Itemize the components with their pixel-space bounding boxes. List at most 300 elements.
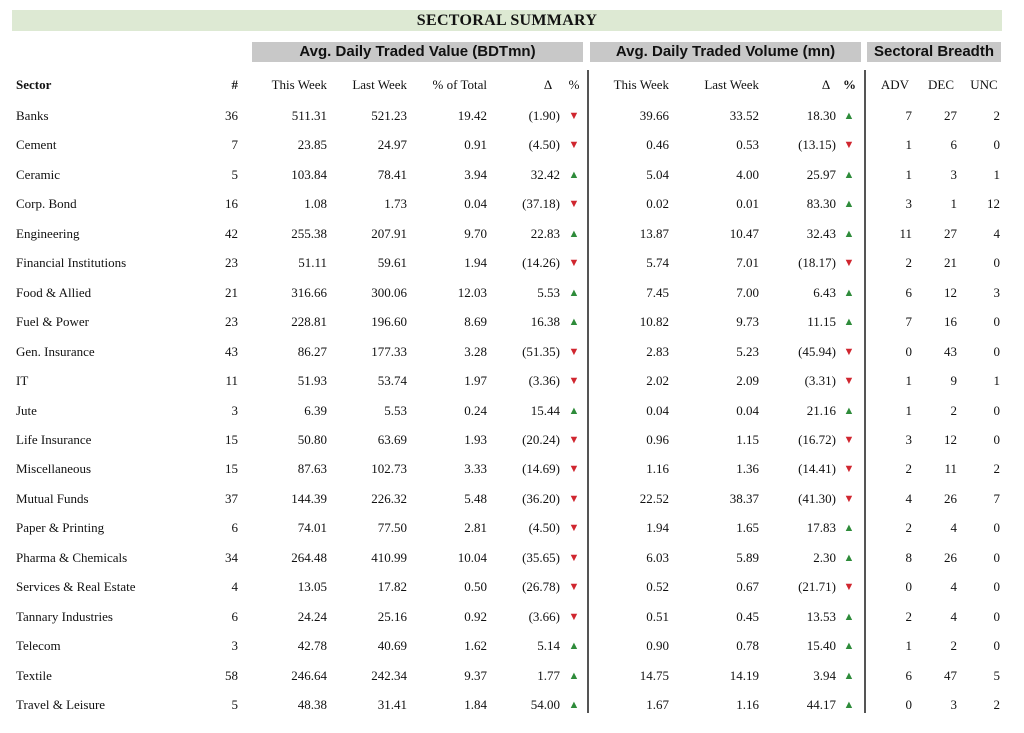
cell-volume-last-week: 0.53 [736,137,759,153]
cell-volume-this-week: 0.52 [646,579,669,595]
cell-volume-change: (45.94) [798,343,836,359]
table-row [0,400,1024,422]
cell-pct-of-total: 1.84 [464,697,487,712]
cell-pct-of-total: 9.37 [464,667,487,683]
cell-value-last-week: 63.69 [377,431,407,447]
cell-value-change: (4.50) [528,520,560,536]
cell-dec: 2 [950,638,957,654]
cell-sector: Food & Allied [16,284,92,300]
cell-unc: 1 [993,373,1000,389]
cell-value-change: (14.26) [522,255,560,271]
table-row [0,458,1024,480]
cell-value-change: 1.77 [537,667,560,683]
triangle-down-icon: ▼ [843,581,855,594]
cell-value-last-week: 102.73 [371,461,407,477]
cell-volume-this-week: 0.04 [646,402,669,418]
cell-sector: Mutual Funds [16,490,89,506]
cell-volume-last-week: 10.47 [729,225,759,241]
cell-value-change: 16.38 [530,314,560,330]
cell-dec: 16 [944,314,957,330]
triangle-down-icon: ▼ [568,610,580,623]
cell-pct-of-total: 1.94 [464,255,487,271]
cell-dec: 1 [950,196,957,212]
cell-sector: Services & Real Estate [16,579,136,595]
cell-volume-this-week: 5.74 [646,255,669,271]
header-unc: UNC [970,77,998,92]
cell-volume-last-week: 0.04 [736,402,759,418]
cell-volume-change: 44.17 [806,697,836,712]
cell-unc: 2 [993,108,1000,123]
triangle-down-icon: ▼ [843,463,855,476]
cell-adv: 1 [905,638,912,654]
header-vol-pct: % [843,77,856,92]
triangle-down-icon: ▼ [568,433,580,446]
triangle-up-icon: ▲ [843,227,855,240]
triangle-down-icon: ▼ [568,198,580,211]
cell-volume-change: (41.30) [798,490,836,506]
cell-count: 3 [231,402,238,418]
cell-value-change: (26.78) [522,579,560,595]
cell-dec: 4 [950,520,957,536]
cell-volume-last-week: 1.16 [736,697,759,712]
cell-adv: 3 [905,196,912,212]
cell-unc: 0 [993,549,1000,565]
cell-count: 6 [231,608,238,624]
cell-volume-last-week: 4.00 [736,166,759,182]
cell-volume-change: (21.71) [798,579,836,595]
cell-sector: Cement [16,137,57,153]
cell-adv: 6 [905,667,912,683]
cell-adv: 7 [905,108,912,123]
table-row [0,164,1024,186]
cell-unc: 0 [993,137,1000,153]
cell-dec: 12 [944,284,957,300]
cell-dec: 3 [950,166,957,182]
cell-volume-this-week: 1.94 [646,520,669,536]
cell-adv: 11 [899,225,912,241]
cell-sector: Textile [16,667,52,683]
page-title: SECTORAL SUMMARY [12,10,1002,31]
cell-count: 23 [225,314,238,330]
triangle-down-icon: ▼ [568,257,580,270]
cell-volume-change: 25.97 [806,166,836,182]
cell-pct-of-total: 0.24 [464,402,487,418]
triangle-up-icon: ▲ [843,168,855,181]
cell-volume-last-week: 9.73 [736,314,759,330]
cell-volume-this-week: 0.02 [646,196,669,212]
triangle-down-icon: ▼ [843,257,855,270]
cell-unc: 1 [993,166,1000,182]
cell-unc: 0 [993,520,1000,536]
header-vol-last-week: Last Week [704,77,759,92]
cell-value-this-week: 50.80 [297,431,327,447]
cell-dec: 2 [950,402,957,418]
cell-volume-change: 3.94 [813,667,836,683]
triangle-up-icon: ▲ [568,640,580,653]
triangle-up-icon: ▲ [843,198,855,211]
cell-volume-this-week: 0.96 [646,431,669,447]
table-row [0,193,1024,215]
cell-value-this-week: 23.85 [297,137,327,153]
cell-pct-of-total: 1.62 [464,638,487,654]
cell-volume-this-week: 0.46 [646,137,669,153]
cell-dec: 11 [944,461,957,477]
cell-value-last-week: 242.34 [371,667,407,683]
cell-volume-last-week: 38.37 [729,490,759,506]
cell-value-last-week: 1.73 [384,196,407,212]
cell-count: 21 [225,284,238,300]
cell-sector: Telecom [16,638,61,654]
triangle-down-icon: ▼ [843,492,855,505]
cell-sector: Ceramic [16,166,61,182]
cell-dec: 43 [944,343,957,359]
cell-pct-of-total: 2.81 [464,520,487,536]
triangle-up-icon: ▲ [568,168,580,181]
header-dec: DEC [928,77,954,92]
cell-count: 58 [225,667,238,683]
group-header-traded-volume: Avg. Daily Traded Volume (mn) [590,42,861,62]
cell-value-change: 32.42 [530,166,560,182]
table-row [0,370,1024,392]
cell-volume-change: 13.53 [806,608,836,624]
cell-count: 6 [231,520,238,536]
cell-volume-this-week: 5.04 [646,166,669,182]
cell-adv: 1 [905,166,912,182]
table-row [0,576,1024,598]
cell-value-this-week: 87.63 [297,461,327,477]
cell-value-last-week: 31.41 [377,697,407,712]
cell-count: 42 [225,225,238,241]
cell-dec: 27 [944,225,957,241]
cell-volume-this-week: 22.52 [639,490,669,506]
cell-volume-last-week: 0.78 [736,638,759,654]
cell-value-change: 5.53 [537,284,560,300]
triangle-up-icon: ▲ [843,286,855,299]
cell-count: 16 [225,196,238,212]
triangle-up-icon: ▲ [843,551,855,564]
triangle-up-icon: ▲ [843,316,855,329]
triangle-up-icon: ▲ [843,669,855,682]
cell-adv: 8 [905,549,912,565]
cell-volume-last-week: 5.89 [736,549,759,565]
cell-unc: 3 [993,284,1000,300]
cell-value-last-week: 521.23 [371,108,407,123]
cell-value-this-week: 13.05 [297,579,327,595]
cell-unc: 7 [993,490,1000,506]
cell-volume-last-week: 0.01 [736,196,759,212]
cell-adv: 2 [905,520,912,536]
cell-value-last-week: 410.99 [371,549,407,565]
cell-sector: Travel & Leisure [16,697,106,712]
cell-dec: 4 [950,608,957,624]
cell-value-last-week: 25.16 [377,608,407,624]
cell-sector: Engineering [16,225,80,241]
cell-value-change: (35.65) [522,549,560,565]
triangle-up-icon: ▲ [568,227,580,240]
triangle-down-icon: ▼ [568,551,580,564]
cell-value-change: (20.24) [522,431,560,447]
triangle-down-icon: ▼ [568,492,580,505]
triangle-down-icon: ▼ [843,139,855,152]
cell-sector: Tannary Industries [16,608,113,624]
triangle-up-icon: ▲ [843,110,855,122]
cell-volume-this-week: 2.02 [646,373,669,389]
cell-value-last-week: 77.50 [377,520,407,536]
cell-volume-change: (3.31) [804,373,836,389]
triangle-up-icon: ▲ [568,699,580,711]
cell-sector: Paper & Printing [16,520,105,536]
cell-volume-last-week: 1.65 [736,520,759,536]
cell-count: 37 [225,490,238,506]
triangle-down-icon: ▼ [568,463,580,476]
cell-count: 5 [231,166,238,182]
cell-value-this-week: 316.66 [291,284,327,300]
triangle-up-icon: ▲ [843,610,855,623]
cell-value-this-week: 48.38 [297,697,327,712]
cell-unc: 12 [987,196,1000,212]
cell-pct-of-total: 19.42 [457,108,487,123]
cell-adv: 1 [905,137,912,153]
cell-volume-change: 6.43 [813,284,836,300]
cell-adv: 6 [905,284,912,300]
cell-unc: 0 [993,402,1000,418]
triangle-up-icon: ▲ [843,522,855,535]
cell-volume-this-week: 1.16 [646,461,669,477]
header-delta: Δ [543,77,553,92]
cell-volume-last-week: 14.19 [729,667,759,683]
cell-value-this-week: 511.31 [291,108,327,123]
cell-value-last-week: 17.82 [377,579,407,595]
triangle-up-icon: ▲ [568,404,580,417]
cell-volume-this-week: 13.87 [639,225,669,241]
cell-volume-last-week: 1.36 [736,461,759,477]
cell-dec: 26 [944,490,957,506]
cell-adv: 3 [905,431,912,447]
cell-value-this-week: 246.64 [291,667,327,683]
group-header-traded-value: Avg. Daily Traded Value (BDTmn) [252,42,583,62]
cell-count: 15 [225,461,238,477]
cell-value-this-week: 144.39 [291,490,327,506]
cell-pct-of-total: 9.70 [464,225,487,241]
triangle-down-icon: ▼ [568,110,580,122]
cell-value-this-week: 6.39 [304,402,327,418]
header-sector: Sector [16,77,52,92]
cell-pct-of-total: 0.92 [464,608,487,624]
cell-volume-this-week: 2.83 [646,343,669,359]
table-row [0,665,1024,687]
cell-count: 7 [231,137,238,153]
triangle-up-icon: ▲ [843,404,855,417]
cell-sector: Financial Institutions [16,255,127,271]
cell-volume-change: 32.43 [806,225,836,241]
cell-sector: Jute [16,402,37,418]
cell-unc: 0 [993,314,1000,330]
cell-unc: 0 [993,343,1000,359]
cell-dec: 3 [950,697,957,712]
cell-volume-this-week: 14.75 [639,667,669,683]
cell-count: 36 [225,108,238,123]
cell-value-last-week: 177.33 [371,343,407,359]
cell-value-last-week: 78.41 [377,166,407,182]
cell-unc: 2 [993,697,1000,712]
table-row [0,282,1024,304]
cell-value-change: (3.36) [528,373,560,389]
header-adv: ADV [880,77,910,92]
triangle-down-icon: ▼ [843,433,855,446]
cell-value-last-week: 5.53 [384,402,407,418]
cell-sector: Fuel & Power [16,314,89,330]
table-row [0,311,1024,333]
table-row [0,488,1024,510]
triangle-up-icon: ▲ [568,316,580,329]
triangle-up-icon: ▲ [568,669,580,682]
header-vol-delta: Δ [821,77,831,92]
cell-dec: 21 [944,255,957,271]
cell-pct-of-total: 0.91 [464,137,487,153]
cell-count: 34 [225,549,238,565]
cell-value-change: 15.44 [530,402,560,418]
cell-sector: Life Insurance [16,431,92,447]
cell-value-last-week: 53.74 [377,373,407,389]
cell-value-this-week: 42.78 [297,638,327,654]
cell-count: 4 [231,579,238,595]
cell-value-last-week: 226.32 [371,490,407,506]
cell-pct-of-total: 12.03 [457,284,487,300]
cell-value-change: (3.66) [528,608,560,624]
triangle-down-icon: ▼ [568,522,580,535]
cell-sector: IT [16,373,29,389]
cell-adv: 0 [905,697,912,712]
cell-unc: 0 [993,431,1000,447]
cell-value-last-week: 196.60 [371,314,407,330]
triangle-up-icon: ▲ [843,640,855,653]
triangle-down-icon: ▼ [568,139,580,152]
cell-volume-change: 17.83 [806,520,836,536]
cell-volume-this-week: 6.03 [646,549,669,565]
triangle-up-icon: ▲ [568,286,580,299]
cell-count: 5 [231,697,238,712]
cell-pct-of-total: 3.33 [464,461,487,477]
cell-volume-last-week: 33.52 [729,108,759,123]
cell-adv: 1 [905,402,912,418]
header-count: # [231,77,238,92]
cell-unc: 0 [993,255,1000,271]
cell-volume-last-week: 7.00 [736,284,759,300]
cell-sector: Gen. Insurance [16,343,95,359]
table-row [0,694,1024,716]
cell-value-change: (14.69) [522,461,560,477]
table-row [0,223,1024,245]
cell-volume-last-week: 2.09 [736,373,759,389]
cell-dec: 27 [944,108,957,123]
cell-value-this-week: 86.27 [297,343,327,359]
cell-adv: 2 [905,255,912,271]
table-row [0,547,1024,569]
cell-unc: 0 [993,608,1000,624]
cell-unc: 2 [993,461,1000,477]
cell-value-this-week: 24.24 [297,608,327,624]
cell-pct-of-total: 1.97 [464,373,487,389]
cell-pct-of-total: 3.28 [464,343,487,359]
cell-volume-change: 15.40 [806,638,836,654]
cell-volume-change: (13.15) [798,137,836,153]
cell-pct-of-total: 5.48 [464,490,487,506]
header-vol-this-week: This Week [613,77,669,92]
cell-pct-of-total: 0.50 [464,579,487,595]
cell-volume-last-week: 7.01 [736,255,759,271]
cell-value-this-week: 51.11 [298,255,327,271]
cell-count: 3 [231,638,238,654]
cell-pct-of-total: 0.04 [464,196,487,212]
cell-value-change: 22.83 [530,225,560,241]
cell-volume-change: 2.30 [813,549,836,565]
cell-volume-last-week: 0.45 [736,608,759,624]
cell-sector: Miscellaneous [16,461,92,477]
cell-adv: 2 [905,608,912,624]
cell-pct-of-total: 8.69 [464,314,487,330]
cell-volume-this-week: 39.66 [639,108,669,123]
cell-volume-change: 18.30 [806,108,836,123]
cell-value-this-week: 255.38 [291,225,327,241]
cell-dec: 6 [950,137,957,153]
cell-value-change: 54.00 [530,697,560,712]
cell-volume-this-week: 10.82 [639,314,669,330]
cell-volume-last-week: 5.23 [736,343,759,359]
cell-sector: Corp. Bond [16,196,77,212]
cell-adv: 2 [905,461,912,477]
cell-unc: 4 [993,225,1000,241]
triangle-down-icon: ▼ [568,375,580,388]
cell-adv: 0 [905,343,912,359]
header-pct: % [568,77,580,92]
cell-value-change: (36.20) [522,490,560,506]
triangle-down-icon: ▼ [843,375,855,388]
table-row [0,134,1024,156]
cell-volume-last-week: 0.67 [736,579,759,595]
cell-volume-change: 83.30 [806,196,836,212]
cell-value-this-week: 1.08 [304,196,327,212]
cell-value-change: (1.90) [528,108,560,123]
cell-count: 15 [225,431,238,447]
cell-unc: 0 [993,579,1000,595]
table-row [0,606,1024,628]
cell-volume-this-week: 1.67 [646,697,669,712]
cell-value-this-week: 74.01 [297,520,327,536]
cell-value-last-week: 24.97 [377,137,407,153]
cell-adv: 0 [905,579,912,595]
header-last-week: Last Week [352,77,407,92]
cell-volume-change: 11.15 [807,314,836,330]
cell-value-this-week: 51.93 [297,373,327,389]
cell-count: 11 [225,373,238,389]
cell-adv: 1 [905,373,912,389]
cell-pct-of-total: 10.04 [457,549,487,565]
cell-volume-this-week: 7.45 [646,284,669,300]
table-row [0,517,1024,539]
cell-volume-this-week: 0.90 [646,638,669,654]
cell-value-this-week: 228.81 [291,314,327,330]
table-row [0,429,1024,451]
cell-value-last-week: 207.91 [371,225,407,241]
header-this-week: This Week [271,77,327,92]
cell-adv: 7 [905,314,912,330]
cell-value-this-week: 264.48 [291,549,327,565]
triangle-down-icon: ▼ [843,345,855,358]
cell-dec: 12 [944,431,957,447]
cell-volume-change: (18.17) [798,255,836,271]
table-row [0,252,1024,274]
cell-sector: Pharma & Chemicals [16,549,128,565]
